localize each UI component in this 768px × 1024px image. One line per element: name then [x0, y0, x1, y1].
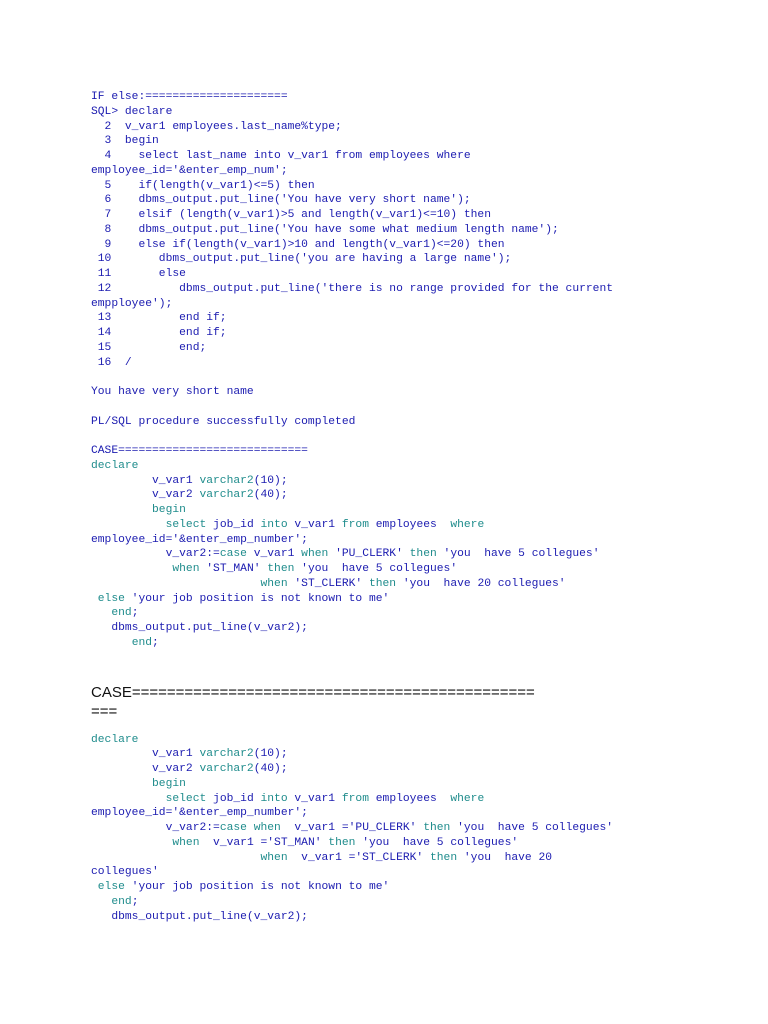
code-token: 'you have 5 collegues'	[355, 836, 519, 849]
keyword-token: from	[341, 792, 369, 805]
code-token: 'you have 5 collegues'	[450, 822, 614, 834]
code-line: IF else:=====================	[91, 91, 288, 103]
code-token: v_var1	[91, 748, 200, 761]
code-line	[91, 895, 691, 910]
code-token	[91, 563, 172, 575]
code-line	[91, 592, 691, 607]
keyword-token: select	[165, 518, 207, 531]
code-line	[91, 488, 691, 503]
code-line	[91, 547, 691, 562]
code-line: SQL> declare	[91, 105, 173, 118]
code-token: v_var1	[246, 548, 302, 561]
code-token: v_var2:=	[91, 822, 220, 834]
code-token	[91, 896, 111, 908]
code-line	[91, 606, 691, 621]
code-line	[91, 562, 691, 577]
keyword-token: then	[328, 836, 356, 849]
code-line	[91, 621, 691, 636]
keyword-token: when	[253, 822, 281, 834]
code-line: 11 else	[91, 268, 186, 280]
keyword-token: where	[450, 518, 485, 531]
code-line: 4 select last_name into v_var1 from employees where	[91, 150, 471, 162]
code-token: 'PU_CLERK'	[328, 548, 410, 561]
keyword-token: end	[131, 636, 153, 649]
keyword-token: when	[172, 836, 200, 849]
code-line: empployee');	[91, 297, 173, 310]
code-line	[91, 910, 691, 925]
code-token: (10);	[253, 748, 288, 761]
code-token	[91, 881, 98, 893]
code-line: 7 elsif (length(v_var1)>5 and length(v_var1)<=10) then	[91, 209, 491, 221]
code-token: 'you have 20 collegues'	[396, 577, 566, 590]
code-token: v_var2	[91, 489, 200, 502]
code-token: 'your job position is not known to me'	[124, 592, 390, 605]
keyword-token: begin	[152, 504, 186, 516]
case-code-block	[91, 444, 691, 651]
code-line: 15 end;	[91, 341, 207, 354]
code-line: 2 v_var1 employees.last_name%type;	[91, 120, 342, 133]
keyword-token: end	[111, 895, 132, 908]
code-token	[91, 637, 132, 649]
code-token: job_id	[206, 518, 261, 531]
code-token: job_id	[206, 792, 261, 805]
document-page	[91, 90, 691, 924]
keyword-token: into	[260, 518, 288, 531]
keyword-token: declare	[91, 733, 139, 746]
code-line: employee_id='&enter_emp_num';	[91, 164, 288, 177]
code-line	[91, 518, 691, 533]
code-line: 10 dbms_output.put_line('you are having a large name');	[91, 253, 512, 266]
code-line: 12 dbms_output.put_line('there is no range provided for the current	[91, 282, 614, 295]
code-token: ;	[152, 636, 159, 649]
code-token: dbms_output.put_line(v_var2);	[91, 622, 308, 634]
code-token: v_var1 ='ST_MAN'	[199, 836, 329, 849]
code-token	[91, 837, 172, 849]
code-token: v_var1	[287, 518, 342, 531]
code-token: ;	[131, 895, 139, 908]
keyword-token: case	[219, 822, 247, 834]
code-line	[91, 747, 691, 762]
code-line: 16 /	[91, 356, 132, 369]
code-line	[91, 533, 691, 548]
code-line	[91, 836, 691, 851]
output-line: You have very short name	[91, 386, 254, 398]
code-line	[91, 851, 691, 866]
keyword-token: when	[260, 851, 288, 864]
code-line	[91, 459, 691, 474]
keyword-token: else	[97, 592, 125, 605]
case-heading: CASE==============================================	[91, 683, 535, 701]
code-token: collegues'	[91, 866, 159, 879]
output-line: PL/SQL procedure successfully completed	[91, 415, 356, 428]
code-line: 6 dbms_output.put_line('You have very short name');	[91, 194, 471, 207]
code-token	[91, 593, 98, 605]
keyword-token: select	[165, 792, 207, 805]
keyword-token: varchar2	[199, 763, 254, 775]
code-token: v_var1 ='PU_CLERK'	[280, 822, 424, 834]
if-else-code-block	[91, 90, 691, 370]
code-line: 8 dbms_output.put_line('You have some what medium length name');	[91, 223, 559, 236]
code-token: dbms_output.put_line(v_var2);	[91, 910, 308, 923]
code-token	[91, 793, 166, 805]
case-heading-continued: ===	[91, 702, 118, 720]
code-line: 5 if(length(v_var1)<=5) then	[91, 179, 315, 192]
code-line	[91, 762, 691, 777]
keyword-token: varchar2	[199, 748, 254, 761]
code-token: v_var1 ='ST_CLERK'	[287, 851, 430, 864]
code-line: 14 end if;	[91, 327, 227, 339]
code-token: v_var2	[91, 763, 200, 775]
code-line: 9 else if(length(v_var1)>10 and length(v_var1)<=20) then	[91, 238, 505, 251]
code-token: v_var1	[287, 792, 342, 805]
code-line	[91, 792, 691, 807]
keyword-token: else	[97, 881, 125, 893]
code-token: employee_id='&enter_emp_number';	[91, 533, 308, 546]
code-token: employees	[368, 792, 451, 805]
keyword-token: begin	[152, 777, 186, 790]
keyword-token: where	[450, 792, 485, 805]
keyword-token: when	[301, 548, 329, 561]
code-line	[91, 865, 691, 880]
code-line	[91, 577, 691, 592]
code-line	[91, 503, 691, 518]
code-token	[247, 822, 254, 834]
keyword-token: then	[409, 548, 437, 561]
code-token: 'you have 20	[457, 851, 553, 864]
code-line	[91, 777, 691, 792]
keyword-token: from	[341, 518, 369, 531]
keyword-token: then	[423, 822, 451, 834]
code-token: employees	[368, 518, 451, 531]
code-token	[91, 607, 111, 619]
keyword-token: then	[429, 851, 458, 864]
code-line	[91, 444, 691, 459]
code-token: v_var2:=	[91, 548, 220, 561]
code-line	[91, 636, 691, 651]
keyword-token: into	[260, 792, 288, 805]
code-token: (40);	[253, 763, 288, 775]
code-token: 'you have 5 collegues'	[436, 548, 600, 561]
code-token: CASE============================	[91, 445, 308, 457]
code-token: (40);	[253, 489, 288, 502]
keyword-token: varchar2	[199, 474, 254, 487]
keyword-token: then	[368, 577, 397, 590]
code-token	[91, 504, 152, 516]
keyword-token: then	[267, 563, 295, 575]
code-line	[91, 880, 691, 895]
code-line	[91, 806, 691, 821]
keyword-token: case	[219, 548, 247, 561]
code-token	[91, 519, 166, 531]
keyword-token: declare	[91, 459, 139, 472]
code-token	[91, 578, 260, 590]
code-line	[91, 474, 691, 489]
code-token: v_var1	[91, 474, 200, 487]
code-token: 'ST_MAN'	[199, 563, 268, 575]
code-token: (10);	[253, 474, 288, 487]
keyword-token: end	[111, 607, 132, 620]
code-line: 13 end if;	[91, 312, 227, 325]
code-line: 3 begin	[91, 135, 159, 148]
code-token: 'your job position is not known to me'	[124, 881, 390, 893]
code-token: 'ST_CLERK'	[287, 577, 369, 590]
keyword-token: when	[260, 577, 288, 590]
code-token: ;	[131, 607, 139, 620]
code-token	[91, 852, 260, 864]
code-token: employee_id='&enter_emp_number';	[91, 807, 308, 820]
code-token: 'you have 5 collegues'	[294, 563, 458, 575]
case-when-code-block	[91, 733, 691, 925]
code-line	[91, 733, 691, 748]
code-token	[91, 778, 152, 790]
code-line	[91, 821, 691, 836]
keyword-token: varchar2	[199, 489, 254, 502]
keyword-token: when	[172, 563, 200, 575]
